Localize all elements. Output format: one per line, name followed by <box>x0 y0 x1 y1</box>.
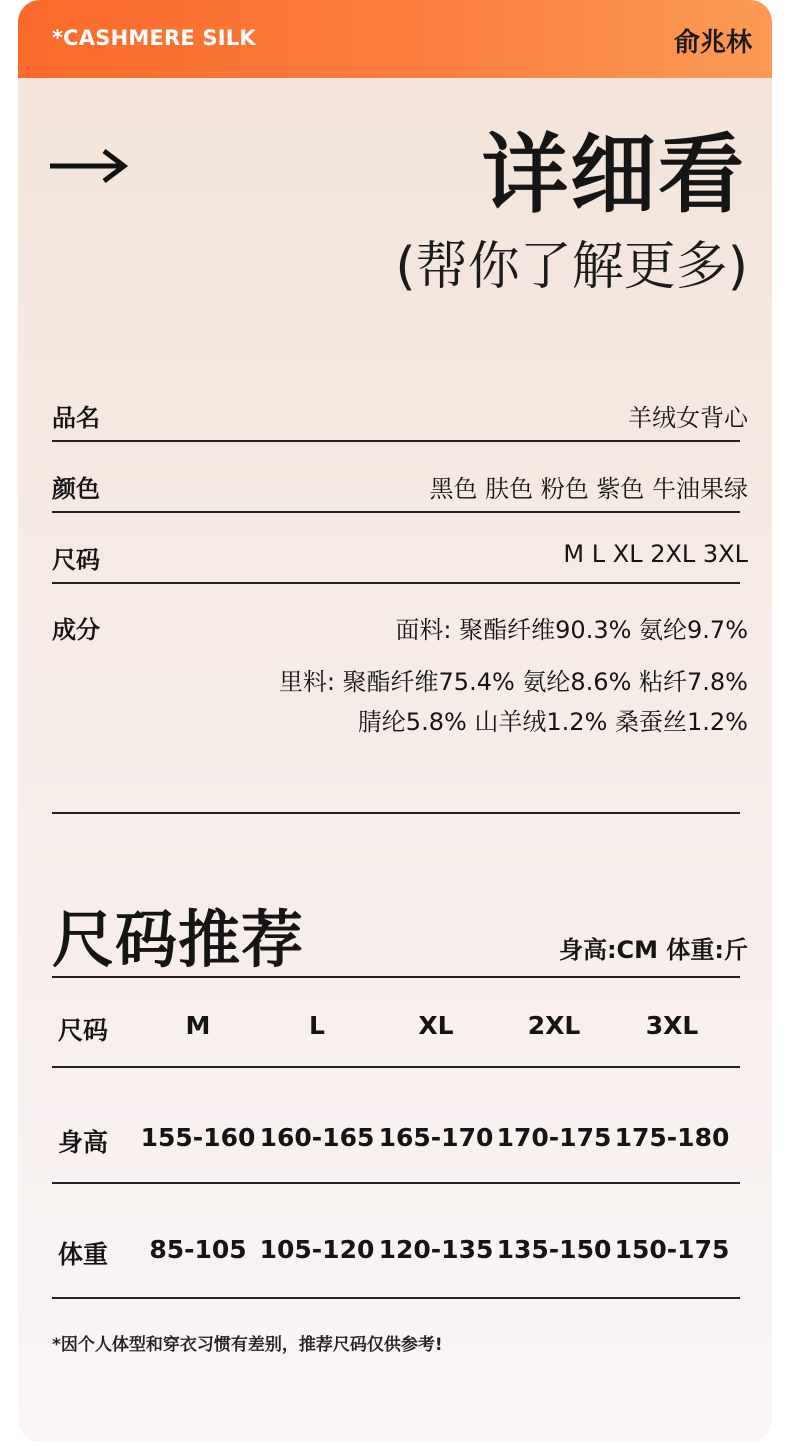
divider <box>52 812 740 814</box>
height-cell: 170-175 <box>496 1123 612 1152</box>
size-header-cell: 3XL <box>645 1011 699 1040</box>
size-header-cell: L <box>309 1011 325 1040</box>
detail-value-name: 羊绒女背心 <box>628 404 748 432</box>
height-cell: 160-165 <box>259 1123 375 1152</box>
brand-logo-text: 俞兆林 <box>673 28 752 58</box>
divider <box>52 1182 740 1184</box>
weight-cell: 85-105 <box>149 1235 247 1264</box>
divider <box>52 440 740 442</box>
detail-value-lining-2: 腈纶5.8% 山羊绒1.2% 桑蚕丝1.2% <box>357 708 748 736</box>
detail-label-material: 成分 <box>52 616 100 644</box>
weight-cell: 105-120 <box>259 1235 375 1264</box>
detail-label-name: 品名 <box>52 404 100 432</box>
detail-label-size: 尺码 <box>52 546 100 574</box>
divider <box>52 976 740 978</box>
divider <box>52 582 740 584</box>
header-bar <box>18 0 772 78</box>
height-cell: 175-180 <box>614 1123 730 1152</box>
size-header-label: 尺码 <box>58 1016 109 1045</box>
unit-note: 身高:CM 体重:斤 <box>558 936 748 964</box>
weight-cell: 135-150 <box>496 1235 612 1264</box>
detail-value-fabric: 面料: 聚酯纤维90.3% 氨纶9.7% <box>395 616 748 644</box>
detail-label-color: 颜色 <box>52 475 100 503</box>
detail-value-lining-1: 里料: 聚酯纤维75.4% 氨纶8.6% 粘纤7.8% <box>278 668 748 696</box>
detail-value-size: M L XL 2XL 3XL <box>563 540 748 568</box>
size-section-title: 尺码推荐 <box>52 903 305 976</box>
detail-value-color: 黑色 肤色 粉色 紫色 牛油果绿 <box>429 475 748 503</box>
size-header-cell: 2XL <box>527 1011 581 1040</box>
height-cell: 155-160 <box>140 1123 256 1152</box>
weight-cell: 120-135 <box>378 1235 494 1264</box>
height-row-label: 身高 <box>58 1128 109 1157</box>
divider <box>52 1297 740 1299</box>
hero-subtitle: (帮你了解更多) <box>395 237 748 297</box>
height-cell: 165-170 <box>378 1123 494 1152</box>
weight-row-label: 体重 <box>58 1240 109 1269</box>
size-header-cell: XL <box>418 1011 454 1040</box>
disclaimer-note: *因个人体型和穿衣习惯有差别，推荐尺码仅供参考! <box>52 1335 443 1355</box>
arrow-right-icon <box>48 148 130 184</box>
divider <box>52 1066 740 1068</box>
hero-title: 详细看 <box>482 125 746 225</box>
product-detail-card <box>18 0 772 1442</box>
divider <box>52 511 740 513</box>
size-header-cell: M <box>185 1011 211 1040</box>
weight-cell: 150-175 <box>614 1235 730 1264</box>
brand-english: *CASHMERE SILK <box>52 26 256 50</box>
